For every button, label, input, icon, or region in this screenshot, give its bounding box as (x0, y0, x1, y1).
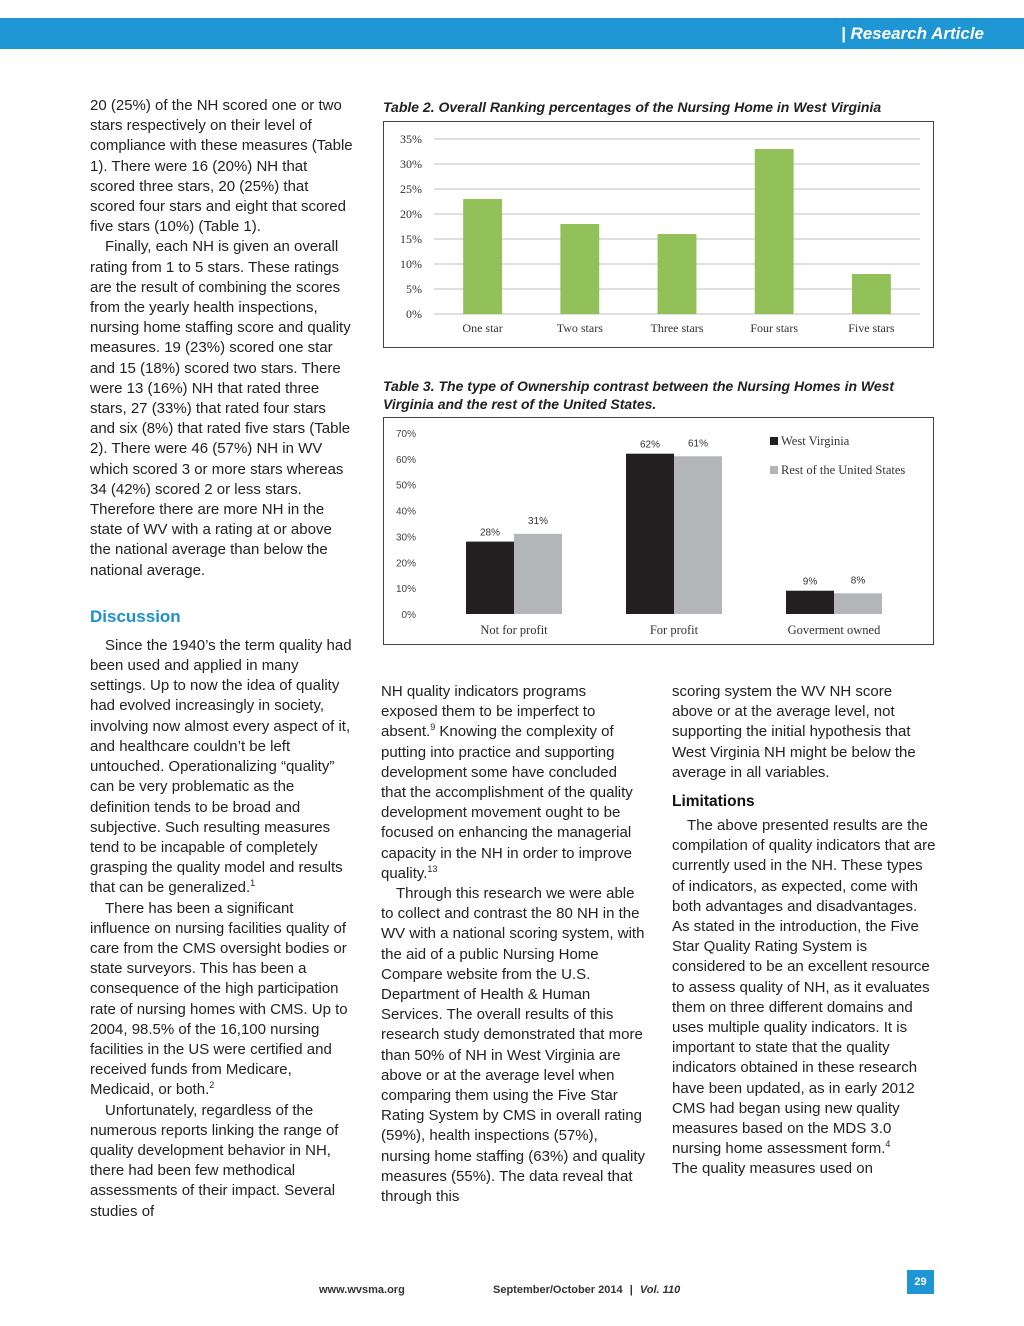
reference-marker: 1 (250, 878, 256, 889)
col1-paragraph-3-text: Since the 1940’s the term quality had been used and applied in many settings. Up to now the idea of quality had evolved increasingly in society, involving now almost every aspect of it, and healthcare couldn’t be left untouched. Operationalizing “quality” can be very problematic as the definition tends to be broad and subjective. Such resulting measures tend to be incapable of completely grasping the quality model and results that can be generalized. (90, 636, 352, 897)
col1-paragraph-3 (90, 636, 355, 899)
y-tick-label: 0% (401, 610, 416, 621)
top-banner (0, 18, 1024, 49)
page-number: 29 (907, 1270, 934, 1294)
y-tick-label: 50% (395, 480, 416, 492)
section-label: | Research Article (840, 24, 984, 43)
y-tick-label: 30% (395, 532, 416, 544)
x-tick-label: Four stars (750, 321, 799, 335)
col1-paragraph-4 (90, 899, 355, 1101)
legend-swatch (770, 466, 778, 474)
y-tick-label: 25% (400, 182, 422, 196)
footer-issue-date: September/October 2014 (493, 1284, 623, 1296)
table2-caption: Table 2. Overall Ranking percentages of the Nursing Home in West Virginia (383, 99, 882, 115)
table2-chart-svg (384, 122, 933, 347)
table3-chart (383, 417, 934, 645)
column-2 (381, 682, 646, 1207)
legend-swatch (770, 437, 778, 445)
y-tick-label: 70% (395, 429, 416, 440)
col3-paragraph-1: scoring system the WV NH score above or at the average level, not supporting the initial hypothesis that West Virginia NH might be below the average in all variables. (672, 683, 916, 781)
y-tick-label: 20% (400, 207, 422, 221)
col2-paragraph-2: Through this research we were able to collect and contrast the 80 NH in the WV with a national scoring system, with the aid of a public Nursing Home Compare website from the U.S. Department of Health & Human Services. The overall results of this research study demonstrated that more than 50% of NH in West Virginia are above or at the average level when comparing them using the Five Star Rating System by CMS in overall rating (59%), health inspections (57%), nursing home staffing (63%) and quality measures (55%). The data reveal that through this (381, 885, 646, 1206)
bar (755, 149, 794, 314)
col2-paragraph-1a: NH quality indicators programs exposed them to be imperfect to absent. (381, 683, 596, 741)
bar (463, 199, 502, 314)
col1-paragraph-1: 20 (25%) of the NH scored one or two stars respectively on their level of compliance with these measures (Table 1). There were 16 (20%) NH that scored three stars, 20 (25%) that scored four stars and eight that scored five stars (10%) (Table 1). (90, 97, 353, 236)
x-tick-label: Not for profit (480, 623, 548, 637)
bar (834, 593, 882, 614)
col2-paragraph-1b: Knowing the complexity of putting into practice and supporting development some have concluded that the accomplishment of the quality development movement ought to be focused on enhancing the managerial capacity in the NH in order to improve quality. (381, 723, 633, 882)
x-tick-label: One star (462, 321, 503, 335)
data-label: 31% (527, 515, 549, 527)
reference-marker: 13 (427, 863, 438, 874)
y-tick-label: 10% (400, 257, 422, 271)
data-label: 28% (479, 527, 501, 539)
table3-chart-svg (384, 418, 933, 644)
reference-marker: 2 (209, 1080, 215, 1091)
data-label: 8% (850, 575, 866, 587)
y-tick-label: 0% (406, 307, 422, 321)
col1-paragraph-2: Finally, each NH is given an overall rating from 1 to 5 stars. These ratings are the result of combining the scores from the yearly health inspections, nursing home staffing score and quality measures. 19 (23%) scored one star and 15 (18%) scored two stars. There were 13 (16%) NH that rated three stars, 27 (33%) that rated four stars and six (8%) that rated five stars (Table 2). There were 46 (57%) NH in WV which scored 3 or more stars whereas 34 (42%) scored 2 or less stars. Therefore there are more NH in the state of WV with a rating at or above the national average than below the national average. (90, 238, 351, 579)
bar (466, 542, 514, 614)
col3-paragraph-2 (672, 816, 937, 1159)
bar (852, 274, 891, 314)
col1-paragraph-5: Unfortunately, regardless of the numerous reports linking the range of quality development behavior in NH, there had been few methodical assessments of their impact. Several studies of (90, 1101, 339, 1220)
table3-caption: Table 3. The type of Ownership contrast between the Nursing Homes in West Virginia and the rest of the United States. (383, 378, 895, 412)
x-tick-label: Two stars (556, 321, 603, 335)
data-label: 9% (802, 576, 818, 588)
column-1 (90, 96, 355, 1222)
x-tick-label: For profit (649, 623, 699, 637)
x-tick-label: Goverment owned (787, 623, 881, 637)
col3-paragraph-3: The quality measures used on (672, 1160, 873, 1178)
data-label: 62% (639, 439, 661, 451)
reference-marker: 4 (885, 1139, 891, 1150)
reference-marker: 9 (430, 722, 436, 733)
bar (626, 454, 674, 614)
bar (560, 224, 599, 314)
y-tick-label: 20% (395, 558, 416, 570)
y-tick-label: 60% (395, 454, 416, 466)
x-tick-label: Five stars (848, 321, 895, 335)
col3-paragraph-2-text: The above presented results are the compilation of quality indicators that are currently used in the NH. These types of indicators, as expected, come with both advantages and disadvantages. As stated in the introduction, the Five Star Quality Rating System is considered to be an excellent resource to assess quality of NH, as it evaluates them on three different domains and uses multiple quality indicators. It is important to state that the quality indicators obtained in these research have been updated, as in early 2012 CMS had began using new quality measures based on the MDS 3.0 nursing home assessment form. (672, 817, 936, 1158)
y-tick-label: 35% (400, 132, 422, 146)
x-tick-label: Three stars (650, 321, 704, 335)
bar (674, 456, 722, 614)
y-tick-label: 15% (400, 232, 422, 246)
data-label: 61% (687, 438, 709, 450)
table2-chart (383, 121, 934, 348)
legend-label: West Virginia (781, 434, 850, 448)
bar (658, 234, 697, 314)
bar (786, 591, 834, 614)
col1-paragraph-4-text: There has been a significant influence on nursing facilities quality of care from the CMS oversight bodies or state surveyors. This has been a consequence of the high participation rate of nursing homes with CMS. Up to 2004, 98.5% of the 16,100 nursing facilities in the US were certified and received funds from Medicare, Medicaid, or both. (90, 899, 348, 1099)
column-3 (672, 682, 937, 1180)
legend-label: Rest of the United States (781, 463, 906, 477)
footer-volume: Vol. 110 (639, 1284, 681, 1296)
limitations-heading: Limitations (672, 793, 755, 811)
y-tick-label: 10% (395, 584, 416, 596)
y-tick-label: 40% (395, 506, 416, 518)
bar (514, 534, 562, 614)
col2-paragraph-1 (381, 682, 646, 884)
footer-website: www.wvsma.org (319, 1284, 405, 1296)
footer-separator: | (629, 1284, 633, 1296)
discussion-heading: Discussion (90, 606, 181, 626)
y-tick-label: 30% (400, 157, 422, 171)
y-tick-label: 5% (406, 282, 422, 296)
footer-issue (493, 1284, 680, 1296)
